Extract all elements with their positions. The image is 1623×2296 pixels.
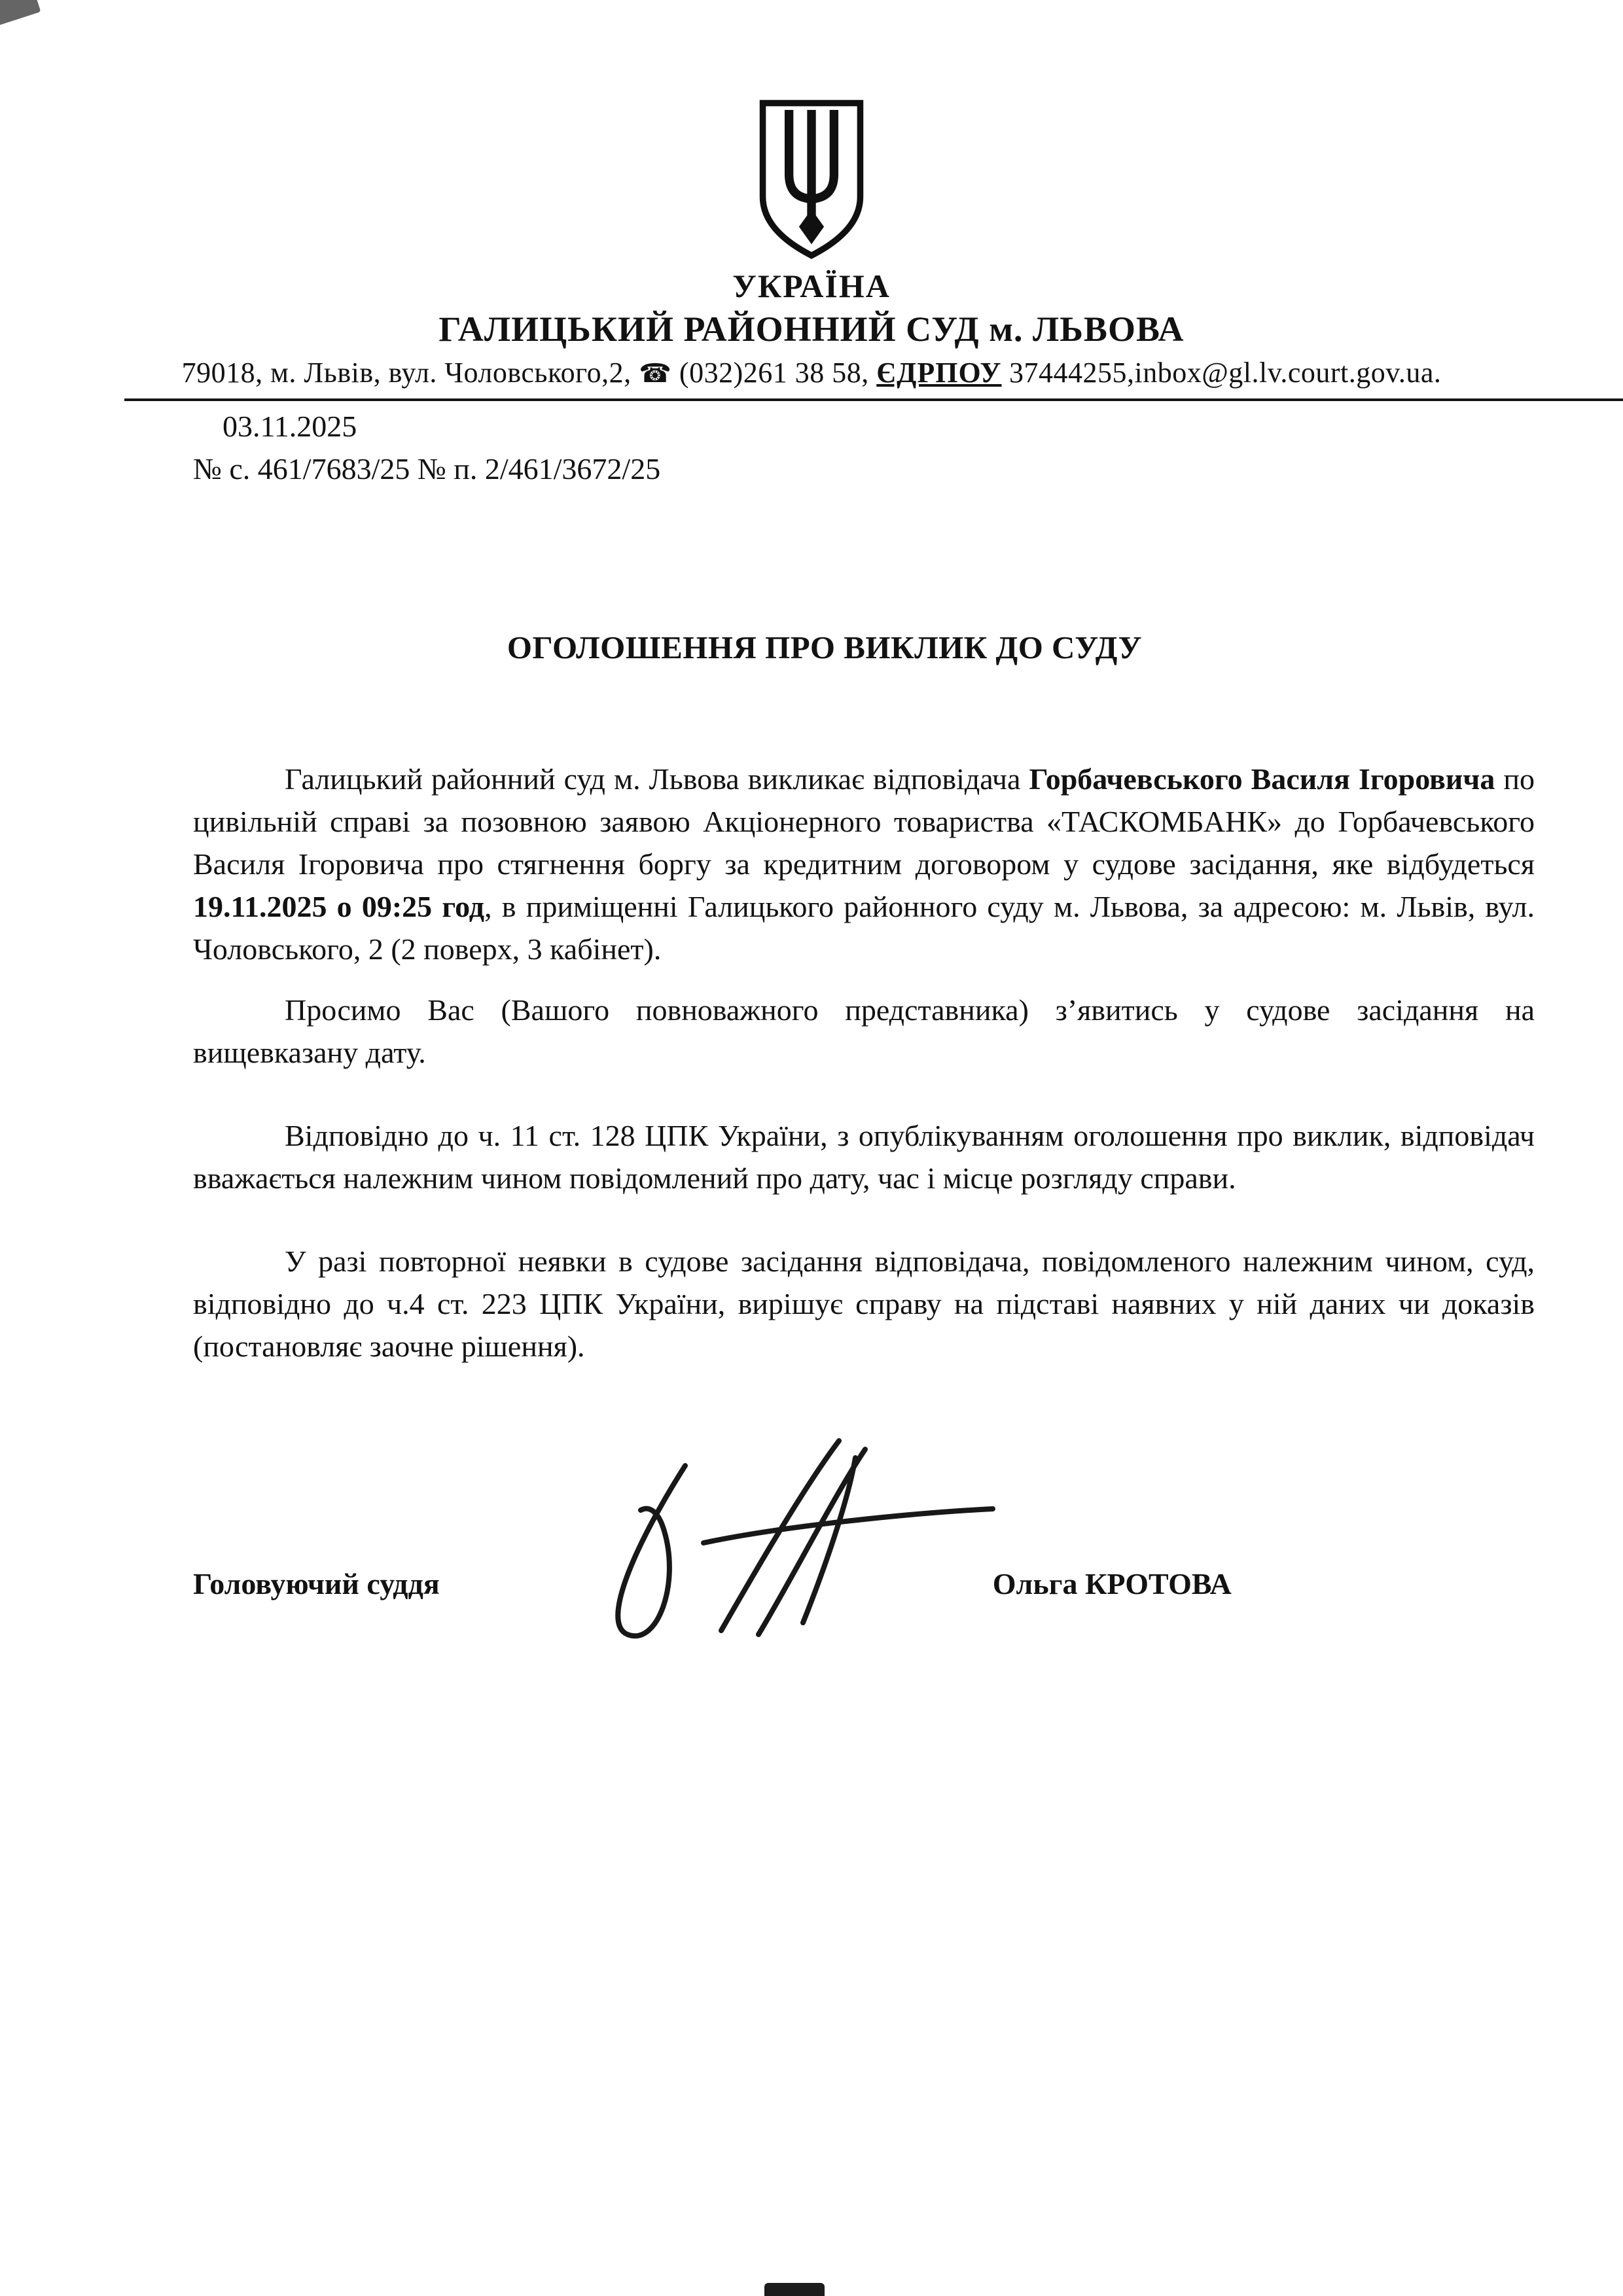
edrpou-email-text: 37444255,inbox@gl.lv.court.gov.ua.: [1001, 357, 1442, 389]
document-body: [0, 629, 1623, 1636]
ukraine-trident-emblem-icon: [0, 97, 1623, 262]
judge-name: Ольга КРОТОВА: [992, 1566, 1232, 1600]
paragraph-request: Просимо Вас (Вашого повноважного представника) з’явитись у судове засідання на вищевказану дату.: [193, 993, 1535, 1069]
hearing-datetime: 19.11.2025 о 09:25 год: [193, 890, 485, 923]
header-divider: [124, 398, 1623, 401]
document-meta: [0, 409, 1623, 486]
edrpou-label: ЄДРПОУ: [876, 357, 1002, 389]
document-title: ОГОЛОШЕННЯ ПРО ВИКЛИК ДО СУДУ: [507, 629, 1143, 665]
paragraph-text: , в приміщенні Галицького районного суду м. Львова, за адресою: м. Львів, вул. Чоловського, 2 (2 поверх, 3 кабінет).: [193, 890, 1535, 966]
scan-artifact-bottom: [764, 2283, 825, 2296]
signature-block: [193, 1531, 1535, 1636]
court-name: ГАЛИЦЬКИЙ РАЙОННИЙ СУД м. ЛЬВОВА: [438, 309, 1185, 349]
defendant-name: Горбачевського Василя Ігоровича: [1029, 762, 1495, 796]
signature-handwriting: [587, 1426, 999, 1649]
signature-area: [440, 1531, 993, 1636]
court-address-line: [0, 356, 1623, 389]
paragraph-summons: [193, 758, 1535, 970]
letterhead: [0, 0, 1623, 389]
phone-icon: ☎: [639, 359, 672, 389]
address-text: 79018, м. Львів, вул. Чоловського,2,: [181, 357, 639, 389]
judge-role-label: Головуючий суддя: [193, 1566, 440, 1600]
case-numbers: № с. 461/7683/25 № п. 2/461/3672/25: [193, 452, 661, 486]
paragraph-legal-notice-223: У разі повторної неявки в судове засідання відповідача, повідомленого належним чином, суд, відповідно до ч.4 ст. 223 ЦПК України, вирішує справу на підставі наявних у ній даних чи доказів (постановляє заочне рішення).: [193, 1245, 1535, 1363]
phone-number: (032)261 38 58,: [671, 357, 877, 389]
paragraph-text: Галицький районний суд м. Львова викликає відповідача: [285, 762, 1029, 796]
paragraph-legal-notice-128: Відповідно до ч. 11 ст. 128 ЦПК України, з опублікуванням оголошення про виклик, відповідач вважається належним чином повідомлений про дату, час і місце розгляду справи.: [193, 1119, 1535, 1195]
paragraph-text: по цивільній справі за позовною заявою Акціонерного товариства «ТАСКОМБАНК» до Горбачевського Василя Ігоровича про стягнення боргу за кредитним договором у судове засідання, яке відбудеться: [193, 762, 1535, 881]
country-name: УКРАЇНА: [732, 268, 891, 304]
document-date: 03.11.2025: [223, 410, 357, 443]
